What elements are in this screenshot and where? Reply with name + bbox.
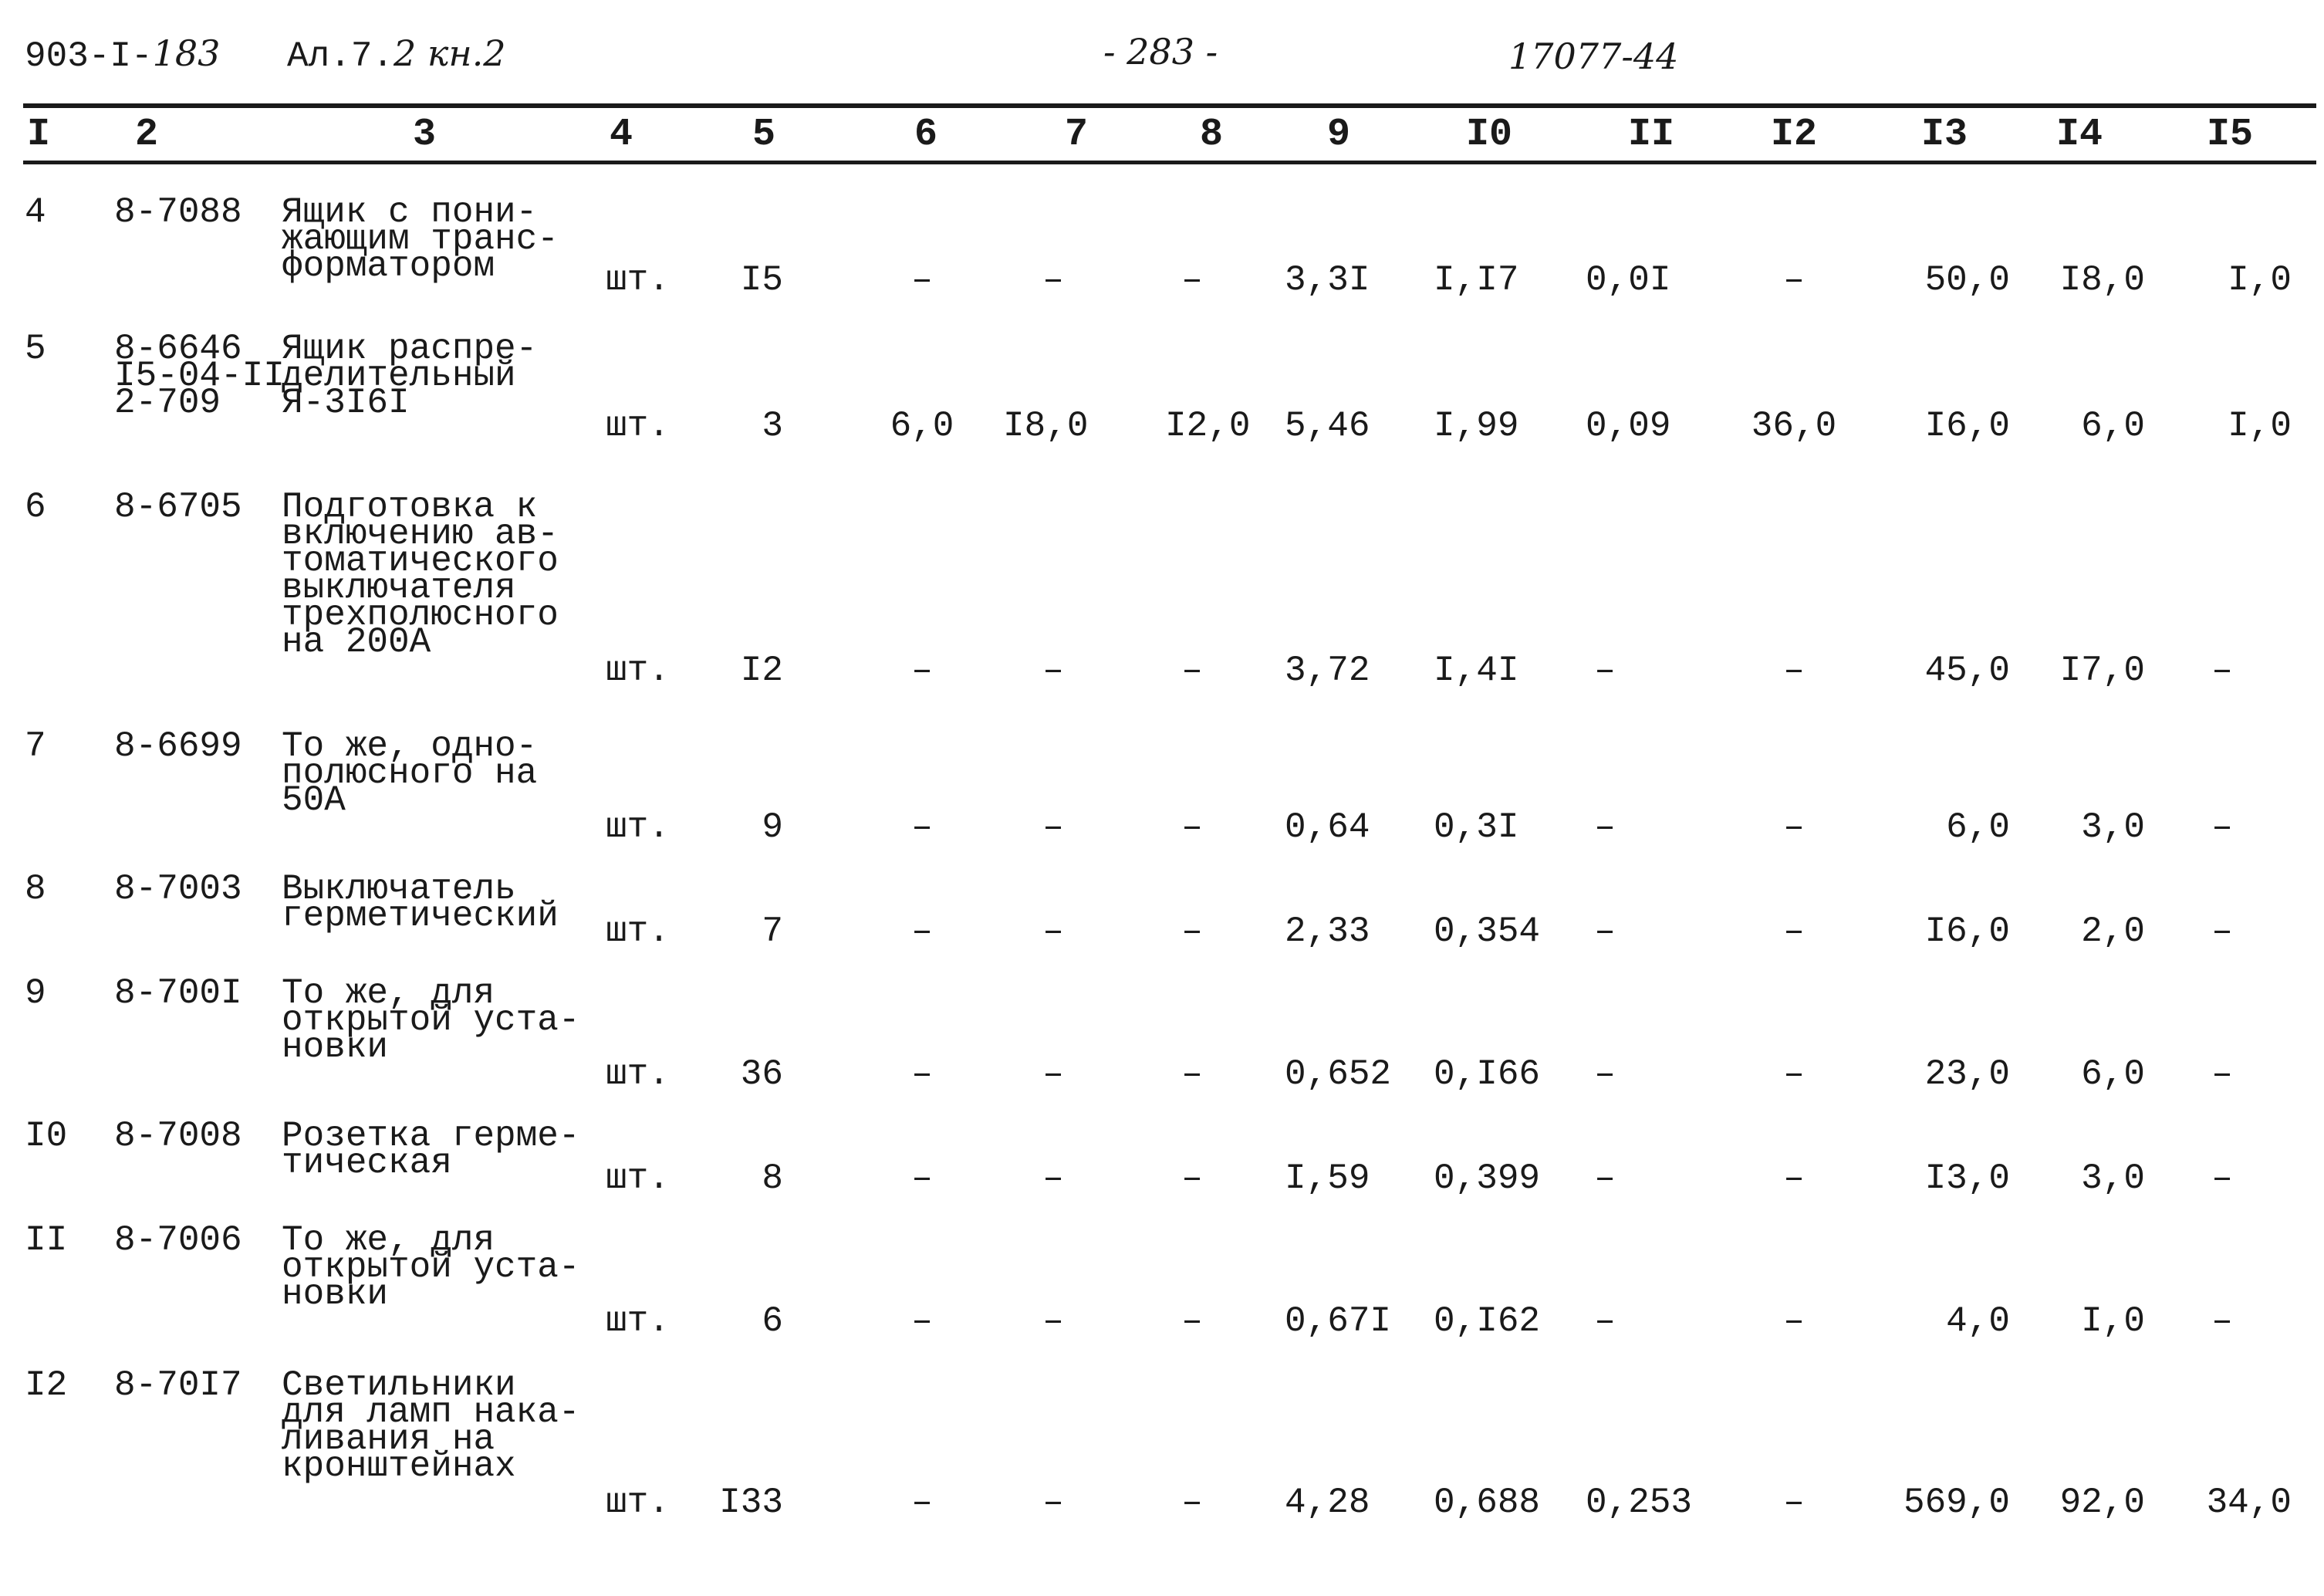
column-number-12: I2 [1770,113,1817,157]
col7-value: – [1042,1483,1064,1523]
column-number-15: I5 [2206,113,2253,157]
col7-value: – [1042,1054,1064,1094]
col14-value: I8,0 [2059,260,2145,300]
col7-value: – [1042,1301,1064,1341]
col9-value: 3,72 [1285,651,1370,691]
col8-value: – [1181,807,1203,847]
col6-value: – [911,1483,933,1523]
col7-value: I8,0 [1003,406,1089,446]
rate-code: 8-7008 [114,1116,242,1156]
col13-value: 569,0 [1903,1483,2010,1523]
document-code [25,32,220,76]
quantity: 9 [762,807,783,847]
col9-value: 0,652 [1285,1054,1392,1094]
col6-value: – [911,1054,933,1094]
col14-value: 2,0 [2081,911,2145,952]
col13-value: I6,0 [1924,406,2010,446]
col13-value: 4,0 [1946,1301,2010,1341]
col11-value: 0,253 [1586,1483,1693,1523]
col10-value: 0,I62 [1434,1301,1541,1341]
col8-value: – [1181,1054,1203,1094]
col10-value: I,4I [1434,651,1519,691]
col12-value: – [1783,1054,1805,1094]
col10-value: 0,I66 [1434,1054,1541,1094]
col11-value: – [1594,911,1616,952]
page-number: - 283 - [1103,31,1218,73]
col8-value: – [1181,911,1203,952]
col10-value: I,I7 [1434,260,1519,300]
column-number-5: 5 [752,113,775,157]
col14-value: 92,0 [2059,1483,2145,1523]
rate-code: 8-6646 I5-04-II 2-709 [114,329,285,423]
work-description: Подготовка к включению ав- томатического выключателя трехполюсного на 200А [282,487,559,662]
col11-value: – [1594,1301,1616,1341]
col10-value: 0,354 [1434,911,1541,952]
col9-value: 2,33 [1285,911,1370,952]
col14-value: 6,0 [2081,1054,2145,1094]
col15-value: – [2211,807,2233,847]
column-number-1: I [26,113,50,157]
work-description: То же, для открытой уста- новки [282,973,580,1067]
row-number: 9 [25,973,46,1013]
row-number: 6 [25,487,46,527]
quantity: 3 [762,406,783,446]
row-number: I0 [25,1116,68,1156]
column-number-9: 9 [1326,113,1350,157]
rate-code: 8-6699 [114,726,242,766]
col11-value: – [1594,1054,1616,1094]
column-number-13: I3 [1920,113,1968,157]
quantity: I2 [740,651,783,691]
col6-value: – [911,651,933,691]
col8-value: I2,0 [1165,406,1251,446]
col10-value: I,99 [1434,406,1519,446]
header-rule-top [23,103,2316,108]
unit: шт. [606,651,670,691]
row-number: 7 [25,726,46,766]
col15-value: – [2211,651,2233,691]
col13-value: I6,0 [1924,911,2010,952]
rate-code: 8-7006 [114,1220,242,1260]
col7-value: – [1042,1158,1064,1199]
col15-value: I,0 [2228,406,2292,446]
unit: шт. [606,406,670,446]
col13-value: 6,0 [1946,807,2010,847]
col9-value: 5,46 [1285,406,1370,446]
quantity: 36 [740,1054,783,1094]
col6-value: – [911,1158,933,1199]
col15-value: I,0 [2228,260,2292,300]
col8-value: – [1181,260,1203,300]
unit: шт. [606,1158,670,1199]
album-label: Ал.7. [287,36,394,76]
work-description: Ящик распре- делительный Я-3I6I [282,329,538,423]
col15-value: 34,0 [2206,1483,2292,1523]
col10-value: 0,399 [1434,1158,1541,1199]
unit: шт. [606,260,670,300]
work-description: То же, одно- полюсного на 50А [282,726,538,820]
work-description: Розетка герме- тическая [282,1116,580,1183]
quantity: I5 [740,260,783,300]
col14-value: 6,0 [2081,406,2145,446]
col12-value: – [1783,807,1805,847]
rate-code: 8-700I [114,973,242,1013]
col6-value: – [911,807,933,847]
rate-code: 8-7003 [114,869,242,909]
col9-value: 3,3I [1285,260,1370,300]
col12-value: – [1783,911,1805,952]
work-description: Светильники для ламп нака- ливания на кронштейнах [282,1365,580,1486]
col9-value: 0,64 [1285,807,1370,847]
column-number-14: I4 [2055,113,2103,157]
header-rule-bottom [23,161,2316,164]
col8-value: – [1181,1158,1203,1199]
col9-value: 4,28 [1285,1483,1370,1523]
column-number-10: I0 [1465,113,1512,157]
col10-value: 0,3I [1434,807,1519,847]
col11-value: – [1594,807,1616,847]
col9-value: 0,67I [1285,1301,1392,1341]
col6-value: 6,0 [890,406,954,446]
col11-value: 0,0I [1586,260,1671,300]
work-description: Выключатель герметический [282,869,559,936]
col8-value: – [1181,651,1203,691]
col12-value: 36,0 [1751,406,1837,446]
unit: шт. [606,911,670,952]
album-handwritten: 2 кн.2 [394,32,506,74]
column-number-7: 7 [1064,113,1088,157]
quantity: 8 [762,1158,783,1199]
col11-value: 0,09 [1586,406,1671,446]
col7-value: – [1042,807,1064,847]
col13-value: I3,0 [1924,1158,2010,1199]
col10-value: 0,688 [1434,1483,1541,1523]
row-number: 4 [25,192,46,232]
col8-value: – [1181,1483,1203,1523]
rate-code: 8-6705 [114,487,242,527]
row-number: 5 [25,329,46,369]
col7-value: – [1042,260,1064,300]
col12-value: – [1783,1483,1805,1523]
col14-value: I7,0 [2059,651,2145,691]
row-number: I2 [25,1365,68,1405]
document-code-handwritten: 183 [152,32,221,74]
col6-value: – [911,260,933,300]
col13-value: 50,0 [1924,260,2010,300]
col14-value: 3,0 [2081,807,2145,847]
col12-value: – [1783,260,1805,300]
unit: шт. [606,1483,670,1523]
column-number-6: 6 [914,113,937,157]
quantity: 6 [762,1301,783,1341]
rate-code: 8-70I7 [114,1365,242,1405]
column-number-3: 3 [412,113,436,157]
album-reference [287,32,506,76]
quantity: I33 [719,1483,783,1523]
document-code-prefix: 903-I- [25,36,153,76]
col15-value: – [2211,1054,2233,1094]
col6-value: – [911,911,933,952]
col12-value: – [1783,1158,1805,1199]
col11-value: – [1594,1158,1616,1199]
col13-value: 23,0 [1924,1054,2010,1094]
unit: шт. [606,807,670,847]
column-number-8: 8 [1199,113,1223,157]
col7-value: – [1042,911,1064,952]
unit: шт. [606,1301,670,1341]
column-number-4: 4 [609,113,633,157]
col8-value: – [1181,1301,1203,1341]
unit: шт. [606,1054,670,1094]
col14-value: 3,0 [2081,1158,2145,1199]
rate-code: 8-7088 [114,192,242,232]
row-number: 8 [25,869,46,909]
project-code: 17077-44 [1508,36,1679,77]
col15-value: – [2211,911,2233,952]
col15-value: – [2211,1301,2233,1341]
col13-value: 45,0 [1924,651,2010,691]
work-description: То же, для открытой уста- новки [282,1220,580,1314]
column-number-2: 2 [134,113,158,157]
col15-value: – [2211,1158,2233,1199]
col11-value: – [1594,651,1616,691]
column-number-11: II [1627,113,1674,157]
col12-value: – [1783,651,1805,691]
col9-value: I,59 [1285,1158,1370,1199]
row-number: II [25,1220,68,1260]
col7-value: – [1042,651,1064,691]
col12-value: – [1783,1301,1805,1341]
col14-value: I,0 [2081,1301,2145,1341]
col6-value: – [911,1301,933,1341]
quantity: 7 [762,911,783,952]
work-description: Ящик с пони- жающим транс- форматором [282,192,559,286]
